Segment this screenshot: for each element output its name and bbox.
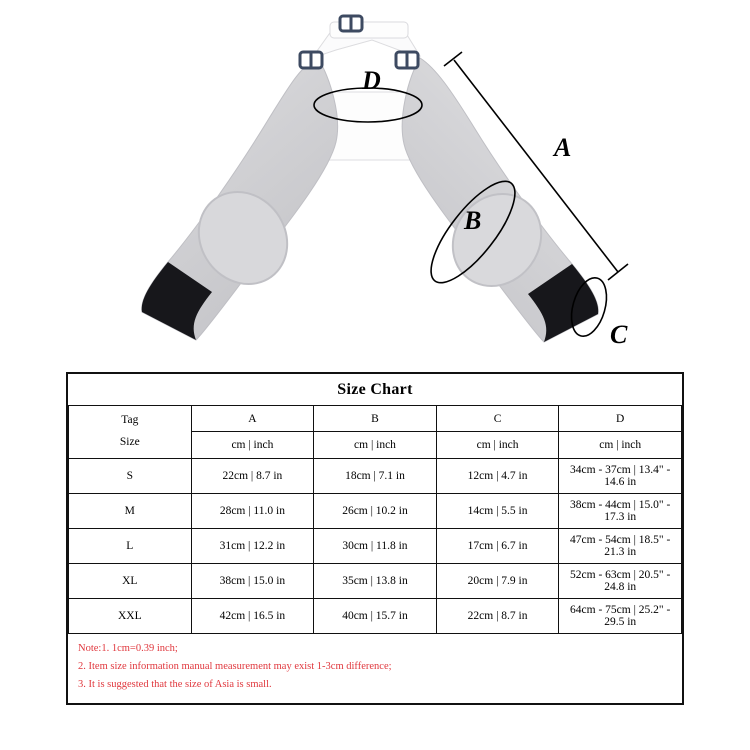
left-sleeve <box>142 58 338 340</box>
unit-header-b: cm | inch <box>314 432 437 458</box>
product-illustration <box>0 0 750 368</box>
cell-xl-c: 20cm | 7.9 in <box>436 563 559 598</box>
cell-l-b: 30cm | 11.8 in <box>314 528 437 563</box>
table-title-row <box>69 374 682 406</box>
cell-m-a: 28cm | 11.0 in <box>191 493 314 528</box>
row-size-m: M <box>69 493 192 528</box>
cell-xl-a: 38cm | 15.0 in <box>191 563 314 598</box>
note-line-2: 2. Item size information manual measurement may exist 1-3cm difference; <box>78 661 392 673</box>
cell-m-b: 26cm | 10.2 in <box>314 493 437 528</box>
cell-m-d: 38cm - 44cm | 15.0" - 17.3 in <box>559 493 682 528</box>
column-header-a: A <box>191 406 314 432</box>
row-size-s: S <box>69 458 192 493</box>
cell-l-d: 47cm - 54cm | 18.5" - 21.3 in <box>559 528 682 563</box>
unit-header-a: cm | inch <box>191 432 314 458</box>
column-header-b: B <box>314 406 437 432</box>
size-chart-table <box>68 374 682 634</box>
table-row <box>69 458 682 493</box>
column-header-c: C <box>436 406 559 432</box>
table-row <box>69 563 682 598</box>
cell-l-c: 17cm | 6.7 in <box>436 528 559 563</box>
notes-block <box>68 634 682 703</box>
cell-xxl-c: 22cm | 8.7 in <box>436 598 559 633</box>
note-line-3: 3. It is suggested that the size of Asia is small. <box>78 679 272 691</box>
dimension-label-B: B <box>464 206 482 235</box>
cell-xxl-d: 64cm - 75cm | 25.2" - 29.5 in <box>559 598 682 633</box>
garment-graphic <box>0 0 750 368</box>
cell-s-c: 12cm | 4.7 in <box>436 458 559 493</box>
row-size-l: L <box>69 528 192 563</box>
row-size-xl: XL <box>69 563 192 598</box>
note-line-1: Note:1. 1cm=0.39 inch; <box>78 642 178 654</box>
size-chart-title: Size Chart <box>69 374 682 406</box>
size-chart <box>66 372 684 705</box>
table-row <box>69 528 682 563</box>
cell-xxl-b: 40cm | 15.7 in <box>314 598 437 633</box>
strap-buckle-right <box>396 51 418 69</box>
tag-size-line1: Tag <box>121 414 139 426</box>
cell-s-b: 18cm | 7.1 in <box>314 458 437 493</box>
cell-m-c: 14cm | 5.5 in <box>436 493 559 528</box>
tag-size-line2: Size <box>119 435 140 448</box>
dimension-label-C: C <box>610 320 628 349</box>
unit-header-c: cm | inch <box>436 432 559 458</box>
table-row <box>69 493 682 528</box>
strap-buckle-left <box>300 51 322 69</box>
tag-size-header <box>69 406 192 459</box>
cell-xxl-a: 42cm | 16.5 in <box>191 598 314 633</box>
cell-xl-b: 35cm | 13.8 in <box>314 563 437 598</box>
cell-l-a: 31cm | 12.2 in <box>191 528 314 563</box>
column-header-d: D <box>559 406 682 432</box>
right-sleeve <box>402 58 598 342</box>
strap-buckle-top <box>340 15 362 32</box>
table-row <box>69 598 682 633</box>
dimension-label-D: D <box>362 66 381 95</box>
dimension-label-A: A <box>554 133 572 162</box>
row-size-xxl: XXL <box>69 598 192 633</box>
table-header-row <box>69 406 682 432</box>
cell-s-a: 22cm | 8.7 in <box>191 458 314 493</box>
unit-header-d: cm | inch <box>559 432 682 458</box>
cell-s-d: 34cm - 37cm | 13.4" - 14.6 in <box>559 458 682 493</box>
cell-xl-d: 52cm - 63cm | 20.5" - 24.8 in <box>559 563 682 598</box>
